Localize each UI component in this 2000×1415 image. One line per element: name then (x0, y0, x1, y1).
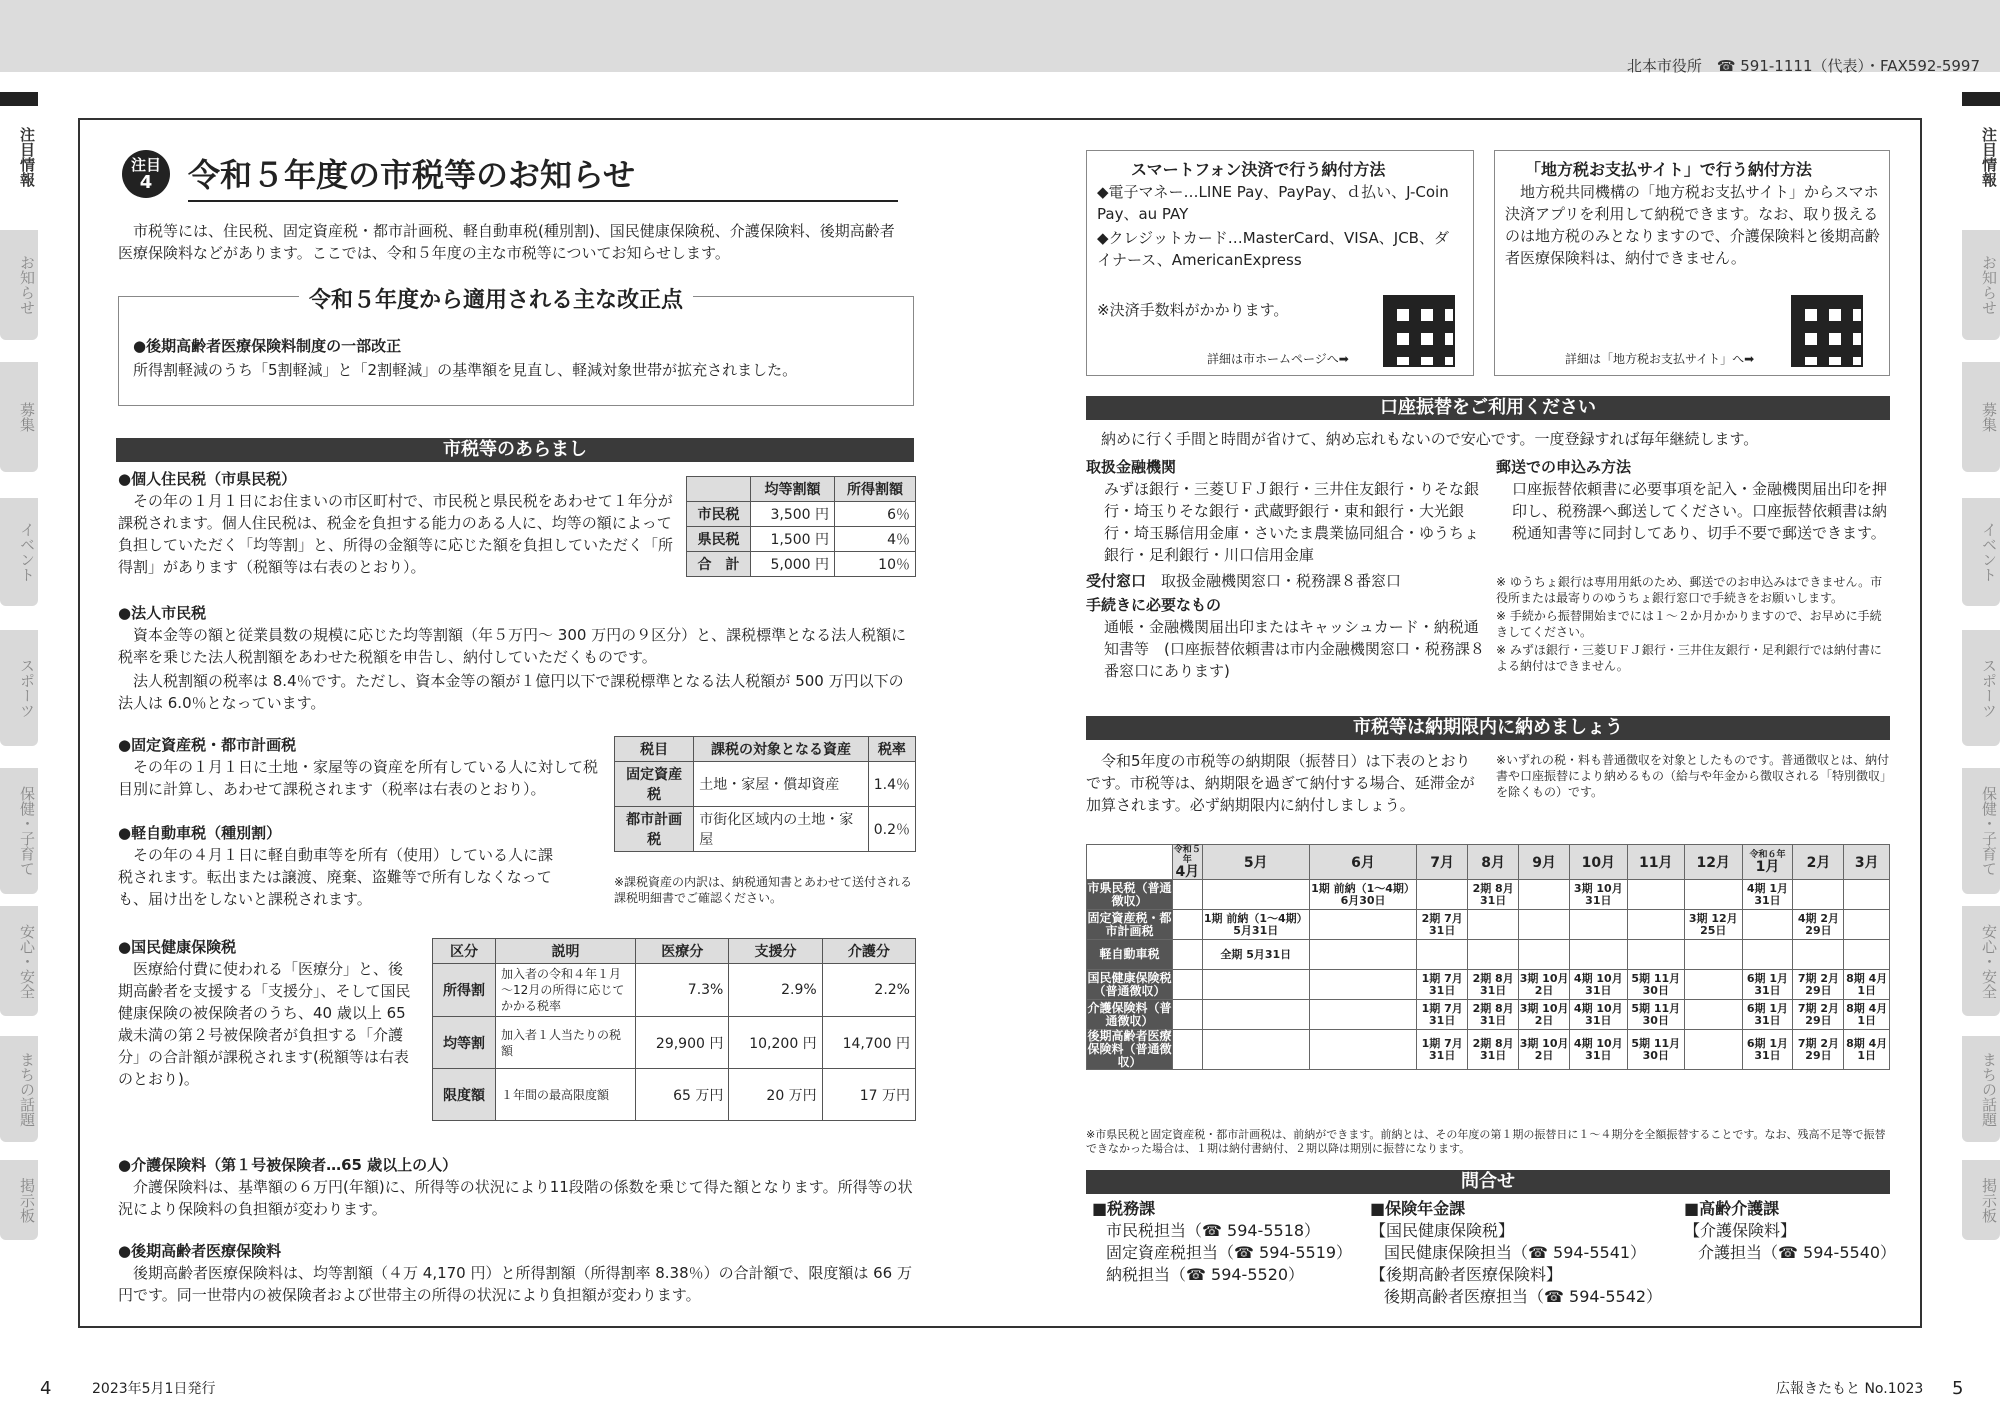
schedule-cell (1202, 1030, 1309, 1070)
side-tab[interactable]: 掲示板 (1962, 1160, 2000, 1240)
schedule-cell: 7期 2月29日 (1793, 1030, 1844, 1070)
contact-line: ■税務課 (1092, 1199, 1156, 1218)
schedule-cell: 4期 1月31日 (1742, 880, 1793, 910)
schedule-month: 7月 (1417, 845, 1468, 880)
contacts-bar: 問合せ (1086, 1170, 1890, 1194)
table-cell: １年間の最高限度額 (496, 1069, 636, 1121)
schedule-cell (1627, 940, 1684, 970)
schedule-cell: 8期 4月1日 (1844, 1000, 1890, 1030)
side-tab[interactable]: 注目情報 (0, 92, 38, 208)
table-header: 介護分 (822, 939, 915, 964)
schedule-cell: 6期 1月31日 (1742, 970, 1793, 1000)
deadline-bar: 市税等は納期限内に納めましょう (1086, 716, 1890, 740)
table-cell: 10,200 円 (729, 1017, 822, 1069)
schedule-cell (1742, 910, 1793, 940)
publication-name: 広報きたもと No.1023 (1776, 1381, 1924, 1397)
schedule-month: 2月 (1793, 845, 1844, 880)
corporate-tax-text-1: 資本金等の額と従業員数の規模に応じた均等割額（年５万円～ 300 万円の９区分）と、課税標準となる法人税額に税率を乗じた法人税割額をあわせた税額を申告し、納付していただくものです。 (118, 626, 907, 666)
table-row-label: 限度額 (433, 1069, 496, 1121)
schedule-cell: 5期 11月30日 (1627, 1000, 1684, 1030)
table-cell: 14,700 円 (822, 1017, 915, 1069)
schedule-cell: 6期 1月31日 (1742, 1000, 1793, 1030)
schedule-cell (1173, 970, 1203, 1000)
contact-elderly-care-division (1684, 1198, 1897, 1264)
schedule-cell (1570, 940, 1627, 970)
reception-window-label: 受付窓口 (1086, 572, 1147, 590)
schedule-cell: 4期 2月29日 (1793, 910, 1844, 940)
issue-date: 2023年5月1日発行 (92, 1381, 216, 1397)
schedule-cell (1173, 910, 1203, 940)
schedule-cell: 2期 8月31日 (1468, 1030, 1519, 1070)
schedule-cell (1309, 970, 1416, 1000)
table-cell: 1.4％ (868, 762, 915, 807)
intro-text: 市税等には、住民税、固定資産税・都市計画税、軽自動車税(種別割)、国民健康保険税、介護保険料、後期高齢者医療保険料などがあります。ここでは、令和５年度の主な市税等についてお知らせします。 (118, 222, 895, 262)
side-tab[interactable]: 注目情報 (1962, 92, 2000, 208)
schedule-cell (1844, 940, 1890, 970)
schedule-cell: 2期 8月31日 (1468, 970, 1519, 1000)
table-row-label: 固定資産税 (615, 762, 694, 807)
table-row-label: 市民税 (687, 502, 751, 527)
chihouzei-site-box (1494, 150, 1890, 376)
schedule-month: 令和５年 4月 (1173, 845, 1201, 880)
schedule-cell: 全期 5月31日 (1202, 940, 1309, 970)
side-tab[interactable]: 安心・安全 (1962, 906, 2000, 1016)
transfer-lead: 納めに行く手間と時間が省けて、納め忘れもないので安心です。一度登録すれば毎年継続します。 (1101, 430, 1759, 448)
schedule-month: 5月 (1202, 845, 1309, 880)
schedule-cell (1844, 880, 1890, 910)
side-tab[interactable]: 保健・子育て (0, 768, 38, 894)
schedule-row-label: 後期高齢者医療保険料（普通徴収） (1087, 1029, 1172, 1069)
schedule-cell: 3期 10月2日 (1519, 970, 1570, 1000)
content-frame (78, 118, 1922, 1328)
table-cell: 20 万円 (729, 1069, 822, 1121)
schedule-cell (1519, 880, 1570, 910)
schedule-cell (1173, 940, 1203, 970)
schedule-row (1087, 940, 1890, 970)
schedule-cell (1202, 880, 1309, 910)
corporate-tax-text-2: 法人税割額の税率は 8.4％です。ただし、資本金等の額が１億円以下で課税標準となる法人税額が 500 万円以下の法人は 6.0％となっています。 (118, 672, 904, 712)
chihouzei-site-link[interactable]: 詳細は「地方税お支払サイト」へ➡ (1565, 352, 1755, 366)
contact-insurance-pension-division (1370, 1198, 1670, 1308)
deadline-note: ※市県民税と固定資産税・都市計画税は、前納ができます。前納とは、その年度の第１期の振替日に１～４期分を全額振替することです。なお、残高不足等で振替できなかった場合は、１期は納付書納付、２期以降は期別に振替になります。 (1086, 1128, 1886, 1155)
table-header: 所得割額 (835, 477, 916, 502)
table-header: 均等割額 (751, 477, 835, 502)
table-row-label: 都市計画税 (615, 807, 694, 852)
badge-label: 注目 (130, 156, 161, 174)
reform-item-title: ●後期高齢者医療保険料制度の一部改正 (133, 337, 402, 355)
schedule-row-label: 軽自動車税 (1087, 940, 1173, 970)
schedule-cell (1685, 880, 1742, 910)
smartphone-payment-box (1086, 150, 1474, 376)
schedule-cell (1309, 1000, 1416, 1030)
table-cell: 17 万円 (822, 1069, 915, 1121)
corporate-tax-text (118, 624, 914, 716)
schedule-month: 3月 (1844, 845, 1890, 880)
schedule-cell: 4期 10月31日 (1570, 1030, 1627, 1070)
schedule-row-label: 市県民税（普通徴収） (1087, 880, 1172, 908)
side-tab[interactable]: お知らせ (1962, 230, 2000, 340)
page-title: 令和５年度の市税等のお知らせ (188, 150, 898, 202)
schedule-corner (1087, 845, 1173, 880)
schedule-cell (1202, 1000, 1309, 1030)
table-cell: 29,900 円 (636, 1017, 729, 1069)
nhi-tax-text: 医療給付費に使われる「医療分」と、後期高齢者を支援する「支援分」、そして国民健康保険の被保険者のうち、40 歳以上 65 歳未満の第２号被保険者が負担する「介護分」の合計額が課税されます(税額等は右表のとおり)。 (118, 960, 411, 1088)
table-row-label: 均等割 (433, 1017, 496, 1069)
credit-card-text: ◆クレジットカード…MasterCard、VISA、JCB、ダイナース、AmericanExpress (1097, 229, 1449, 269)
reform-item-text: 所得割軽減のうち「5割軽減」と「2割軽減」の基準額を見直し、軽減対象世帯が拡充されました。 (133, 361, 798, 379)
schedule-month: 10月 (1570, 845, 1627, 880)
schedule-cell (1173, 880, 1203, 910)
table-cell: 5,000 円 (751, 552, 835, 577)
schedule-cell: 2期 8月31日 (1468, 880, 1519, 910)
schedule-month: 令和６年 1月 (1742, 845, 1793, 880)
table-cell: 加入者１人当たりの税額 (496, 1017, 636, 1069)
table-row-label: 合 計 (687, 552, 751, 577)
schedule-row-label: 介護保険料（普通徴収） (1087, 1000, 1172, 1028)
page-number-left: 4 (40, 1378, 52, 1399)
reception-window-text: 取扱金融機関窓口・税務課８番窓口 (1161, 572, 1402, 590)
chihouzei-title: 「地方税お支払サイト」で行う納付方法 (1525, 160, 1812, 179)
contact-line: 国民健康保険担当（☎ 594-5541） (1384, 1243, 1647, 1262)
table-header (687, 477, 751, 502)
side-tab[interactable]: イベント (1962, 498, 2000, 606)
schedule-cell: 5期 11月30日 (1627, 1030, 1684, 1070)
schedule-row-label: 国民健康保険税（普通徴収） (1087, 970, 1172, 998)
schedule-cell: 6期 1月31日 (1742, 1030, 1793, 1070)
contact-line: 【後期高齢者医療保険料】 (1370, 1265, 1563, 1284)
table-cell: 10％ (835, 552, 916, 577)
contact-line: ■保険年金課 (1370, 1199, 1466, 1218)
side-tab[interactable]: スポーツ (1962, 630, 2000, 746)
schedule-row (1087, 1000, 1890, 1030)
side-tab[interactable]: 保健・子育て (1962, 768, 2000, 894)
banks-title: 取扱金融機関 (1086, 458, 1177, 476)
attention-badge (122, 150, 170, 198)
table-cell: 3,500 円 (751, 502, 835, 527)
schedule-cell: 8期 4月1日 (1844, 970, 1890, 1000)
schedule-cell (1685, 940, 1742, 970)
schedule-cell (1685, 970, 1742, 1000)
schedule-cell (1417, 940, 1468, 970)
emoney-text: ◆電子マネー…LINE Pay、PayPay、ｄ払い、J-Coin Pay、au PAY (1097, 183, 1449, 223)
nhi-tax-title: ●国民健康保険税 (118, 938, 237, 956)
schedule-year-label: 令和６年 (1749, 850, 1786, 860)
transfer-note: ※ ゆうちょ銀行は専用用紙のため、郵送でのお申込みはできません。市役所または最寄りのゆうちょ銀行窓口で手続きをお願いします。 (1496, 575, 1883, 605)
schedule-cell (1844, 910, 1890, 940)
property-tax-text: その年の１月１日に土地・家屋等の資産を所有している人に対して税目別に計算し、あわせて課税されます（税率は右表のとおり）。 (118, 758, 599, 798)
schedule-cell (1468, 910, 1519, 940)
table-cell: 2.9% (729, 964, 822, 1017)
schedule-cell: 1期 前納（1～4期）5月31日 (1202, 910, 1309, 940)
contact-line: 【国民健康保険税】 (1370, 1221, 1515, 1240)
table-cell: 加入者の令和４年１月～12月の所得に応じてかかる税率 (496, 964, 636, 1017)
schedule-cell (1627, 880, 1684, 910)
contact-line: 市民税担当（☎ 594-5518） (1106, 1221, 1321, 1240)
side-tab[interactable]: イベント (0, 498, 38, 606)
schedule-row (1087, 880, 1890, 910)
elderly-insurance-title: ●後期高齢者医療保険料 (118, 1242, 282, 1260)
page-number-right: 5 (1952, 1378, 1964, 1399)
schedule-cell (1685, 1030, 1742, 1070)
table-cell: 6％ (835, 502, 916, 527)
schedule-cell: 3期 12月25日 (1685, 910, 1742, 940)
nhi-tax-table (432, 938, 916, 1121)
care-insurance-text: 介護保険料は、基準額の６万円(年額)に、所得等の状況により11段階の係数を乗じて得た額となります。所得等の状況により保険料の負担額が変わります。 (118, 1178, 913, 1218)
reception-window (1086, 570, 1401, 592)
reform-box (118, 288, 914, 406)
deadline-schedule-table (1086, 844, 1890, 1070)
fee-note: ※決済手数料がかかります。 (1097, 301, 1289, 319)
resident-tax-text: その年の１月１日にお住まいの市区町村で、市民税と県民税をあわせて１年分が課税されます。個人住民税は、税金を負担する能力のある人に、均等の額によって負担していただく「均等割」と、所得の金額等に応じた額を負担していただく「所得割」があります（税額等は右表のとおり）。 (118, 492, 674, 576)
schedule-row (1087, 1030, 1890, 1070)
schedule-cell: 4期 10月31日 (1570, 970, 1627, 1000)
transfer-note: ※ 手続から振替開始までには１～２か月かかりますので、お早めに手続きしてください。 (1496, 609, 1882, 639)
city-hall-contact: 北本市役所 ☎ 591-1111（代表）・FAX592-5997 (1626, 57, 1980, 75)
schedule-cell: 4期 10月31日 (1570, 1000, 1627, 1030)
contact-line: 後期高齢者医療担当（☎ 594-5542） (1384, 1287, 1663, 1306)
table-cell: 7.3% (636, 964, 729, 1017)
badge-number: 4 (139, 172, 153, 193)
schedule-cell: 1期 7月31日 (1417, 1000, 1468, 1030)
schedule-cell: 1期 7月31日 (1417, 970, 1468, 1000)
table-header: 説明 (496, 939, 636, 964)
table-header: 区分 (433, 939, 496, 964)
schedule-cell (1309, 940, 1416, 970)
schedule-cell: 1期 前納（1～4期）6月30日 (1309, 880, 1416, 910)
schedule-cell: 8期 4月1日 (1844, 1030, 1890, 1070)
smartphone-title: スマートフォン決済で行う納付方法 (1131, 160, 1386, 179)
side-tab[interactable]: 掲示板 (0, 1160, 38, 1240)
overview-bar: 市税等のあらまし (116, 438, 914, 462)
side-tab[interactable]: 募集 (0, 362, 38, 472)
transfer-note: ※ みずほ銀行・三菱ＵＦＪ銀行・三井住友銀行・足利銀行では納付書による納付はできません。 (1496, 643, 1882, 673)
schedule-cell (1309, 910, 1416, 940)
table-header: 課税の対象となる資産 (694, 737, 869, 762)
schedule-row (1087, 910, 1890, 940)
needs-text: 通帳・金融機関届出印またはキャッシュカード・納税通知書等 (口座振替依頼書は市内金融機関窓口・税務課８番窓口にあります) (1104, 618, 1485, 680)
schedule-cell (1519, 910, 1570, 940)
table-row-label: 県民税 (687, 527, 751, 552)
city-homepage-link[interactable]: 詳細は市ホームページへ➡ (1207, 352, 1349, 366)
transfer-notes (1496, 574, 1890, 674)
schedule-month: 12月 (1685, 845, 1742, 880)
schedule-month: 6月 (1309, 845, 1416, 880)
schedule-cell (1417, 880, 1468, 910)
table-cell: 土地・家屋・償却資産 (694, 762, 869, 807)
schedule-cell: 3期 10月31日 (1570, 880, 1627, 910)
schedule-cell (1173, 1000, 1203, 1030)
table-cell: 1,500 円 (751, 527, 835, 552)
qr-code-icon[interactable] (1791, 295, 1863, 367)
schedule-row (1087, 970, 1890, 1000)
side-tab[interactable]: まちの話題 (1962, 1036, 2000, 1142)
table-header: 税率 (868, 737, 915, 762)
reform-heading: 令和５年度から適用される主な改正点 (299, 283, 693, 314)
side-tab[interactable]: まちの話題 (0, 1036, 38, 1142)
property-tax-title: ●固定資産税・都市計画税 (118, 736, 297, 754)
side-tab[interactable]: お知らせ (0, 230, 38, 340)
qr-code-icon[interactable] (1383, 295, 1455, 367)
schedule-cell (1468, 940, 1519, 970)
contact-line: 【介護保険料】 (1684, 1221, 1797, 1240)
contact-line: 納税担当（☎ 594-5520） (1106, 1265, 1305, 1284)
property-tax-table (614, 736, 916, 852)
resident-tax-table (686, 476, 916, 577)
table-header: 支援分 (729, 939, 822, 964)
table-cell: 4％ (835, 527, 916, 552)
schedule-cell (1627, 910, 1684, 940)
needs-title: 手続きに必要なもの (1086, 596, 1222, 614)
schedule-month: 9月 (1519, 845, 1570, 880)
schedule-cell: 2期 7月31日 (1417, 910, 1468, 940)
light-car-tax-text: その年の４月１日に軽自動車等を所有（使用）している人に課税されます。転出または譲渡、廃棄、盗難等で所有しなくなっても、届け出をしないと課税されます。 (118, 846, 554, 908)
table-row-label: 所得割 (433, 964, 496, 1017)
schedule-cell: 1期 7月31日 (1417, 1030, 1468, 1070)
schedule-month: 11月 (1627, 845, 1684, 880)
table-cell: 0.2％ (868, 807, 915, 852)
schedule-year-label: 令和５年 (1173, 845, 1201, 865)
schedule-cell: 3期 10月2日 (1519, 1000, 1570, 1030)
schedule-cell: 7期 2月29日 (1793, 970, 1844, 1000)
mail-title: 郵送での申込み方法 (1496, 458, 1632, 476)
contact-tax-division (1092, 1198, 1362, 1286)
corporate-tax-title: ●法人市民税 (118, 604, 207, 622)
schedule-cell (1173, 1030, 1203, 1070)
schedule-month: 8月 (1468, 845, 1519, 880)
deadline-text: 令和5年度の市税等の納期限（振替日）は下表のとおりです。市税等は、納期限を過ぎて納付する場合、延滞金が加算されます。必ず納期限内に納付しましょう。 (1086, 752, 1475, 814)
schedule-cell: 3期 10月2日 (1519, 1030, 1570, 1070)
schedule-cell (1742, 940, 1793, 970)
transfer-bar: 口座振替をご利用ください (1086, 396, 1890, 420)
schedule-cell: 5期 11月30日 (1627, 970, 1684, 1000)
schedule-cell (1519, 940, 1570, 970)
schedule-cell (1202, 970, 1309, 1000)
schedule-cell (1793, 940, 1844, 970)
contact-line: ■高齢介護課 (1684, 1199, 1780, 1218)
table-header: 医療分 (636, 939, 729, 964)
table-cell: 市街化区域内の土地・家屋 (694, 807, 869, 852)
chihouzei-text: 地方税共同機構の「地方税お支払サイト」からスマホ決済アプリを利用して納税できます。なお、取り扱えるのは地方税のみとなりますので、介護保険料と後期高齢者医療保険料は、納付できません。 (1505, 183, 1880, 267)
ordinary-collection-note: ※いずれの税・料も普通徴収を対象としたものです。普通徴収とは、納付書や口座振替により納めるもの（給与や年金から徴収される「特別徴収」を除くもの）です。 (1496, 753, 1890, 799)
table-header: 税目 (615, 737, 694, 762)
table-cell: 65 万円 (636, 1069, 729, 1121)
schedule-cell (1570, 910, 1627, 940)
mail-text: 口座振替依頼書に必要事項を記入・金融機関届出印を押印し、税務課へ郵送してください。口座振替依頼書は納税通知書等に同封してあり、切手不要で郵送できます。 (1512, 480, 1888, 542)
side-tab[interactable]: 安心・安全 (0, 906, 38, 1016)
light-car-tax-title: ●軽自動車税（種別割） (118, 824, 282, 842)
schedule-cell: 7期 2月29日 (1793, 1000, 1844, 1030)
property-tax-note: ※課税資産の内訳は、納税通知書とあわせて送付される課税明細書でご確認ください。 (614, 875, 913, 905)
schedule-cell: 2期 8月31日 (1468, 1000, 1519, 1030)
schedule-cell (1793, 880, 1844, 910)
side-tab[interactable]: スポーツ (0, 630, 38, 746)
table-cell: 2.2% (822, 964, 915, 1017)
resident-tax-title: ●個人住民税（市県民税） (118, 470, 297, 488)
schedule-cell (1309, 1030, 1416, 1070)
contact-line: 固定資産税担当（☎ 594-5519） (1106, 1243, 1353, 1262)
schedule-row-label: 固定資産税・都市計画税 (1087, 910, 1172, 938)
care-insurance-title: ●介護保険料（第１号被保険者…65 歳以上の人） (118, 1156, 458, 1174)
elderly-insurance-text: 後期高齢者医療保険料は、均等割額（４万 4,170 円）と所得割額（所得割率 8.38％）の合計額で、限度額は 66 万円です。同一世帯内の被保険者および世帯主の所得の状況により負担額が変わります。 (118, 1264, 912, 1304)
schedule-cell (1685, 1000, 1742, 1030)
banks-list: みずほ銀行・三菱ＵＦＪ銀行・三井住友銀行・りそな銀行・埼玉りそな銀行・武蔵野銀行・東和銀行・大光銀行・埼玉縣信用金庫・さいたま農業協同組合・ゆうちょ銀行・足利銀行・川口信用金庫 (1104, 480, 1480, 564)
side-tab[interactable]: 募集 (1962, 362, 2000, 472)
contact-line: 介護担当（☎ 594-5540） (1698, 1243, 1897, 1262)
